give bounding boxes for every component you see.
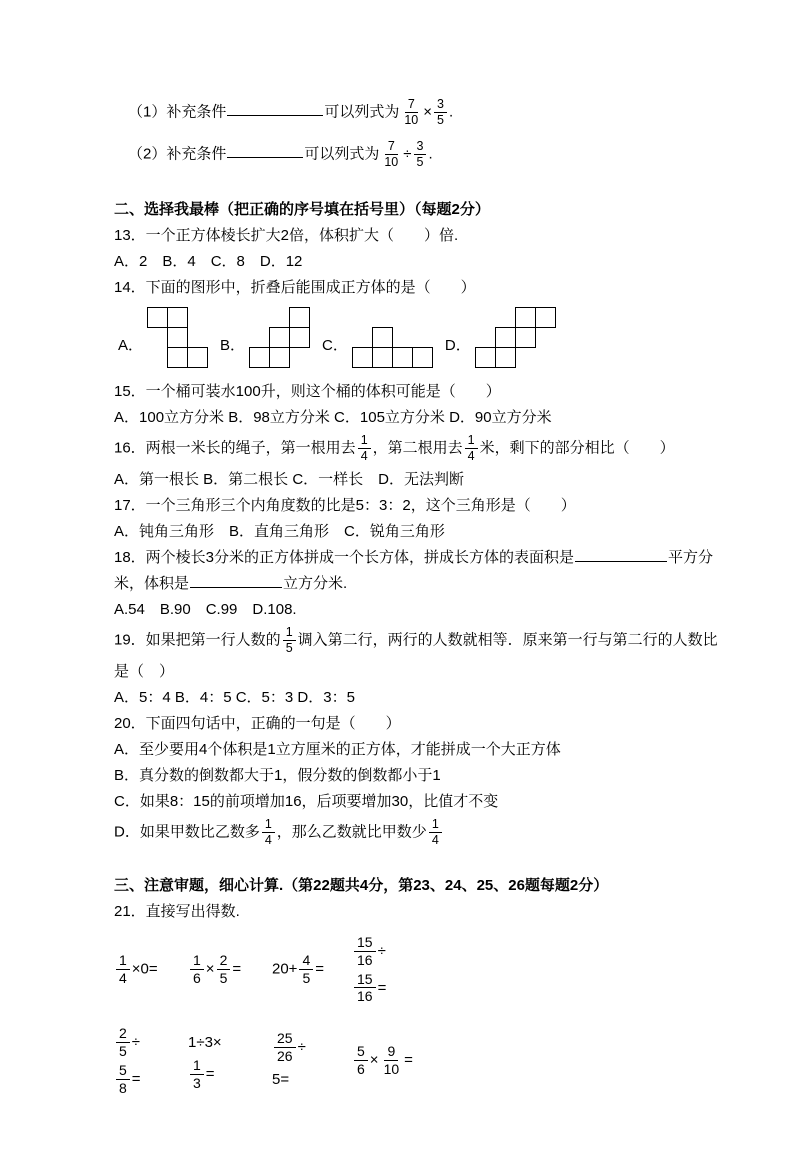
text-line — [114, 224, 743, 247]
text-run: 可以列式为 — [324, 103, 400, 121]
text-run: C．如果8：15的前项增加16，后项要增加30，比值才不变 — [114, 793, 499, 810]
text-run: = — [205, 1065, 215, 1083]
fraction-numerator: 4 — [299, 952, 313, 970]
net-cell — [269, 347, 290, 368]
fraction-numerator: 1 — [190, 952, 204, 970]
calc-expression — [352, 1042, 413, 1079]
text-run: ×0= — [131, 960, 158, 978]
fraction-denominator: 4 — [431, 833, 439, 847]
fraction-numerator: 1 — [465, 433, 478, 449]
calc-expression — [114, 1024, 176, 1097]
text-run: （1）补充条件 — [128, 103, 227, 121]
text-run: 17．一个三角形三个内角度数的比是5：3：2，这个三角形是（ ） — [114, 497, 576, 514]
fraction-numerator: 15 — [354, 934, 376, 952]
calc-line — [352, 970, 386, 1007]
fraction-numerator: 2 — [116, 1025, 130, 1043]
text-run: ÷ — [377, 942, 386, 960]
fraction — [116, 952, 130, 987]
text-run: A．至少要用4个体积是1立方厘米的正方体，才能拼成一个大正方体 — [114, 741, 561, 758]
text-line — [114, 380, 743, 403]
fraction-numerator: 5 — [116, 1062, 130, 1080]
net-cell — [289, 327, 310, 348]
text-run: . — [448, 103, 454, 121]
fraction — [465, 433, 478, 464]
fraction-denominator: 10 — [384, 155, 399, 169]
text-run: = — [404, 1051, 413, 1069]
cube-net-diagram — [249, 307, 310, 368]
fraction-numerator: 15 — [354, 971, 376, 989]
fraction-denominator: 4 — [360, 449, 368, 463]
text-line — [114, 738, 743, 761]
fraction — [262, 817, 275, 848]
text-run: 18．两个棱长3分米的正方体拼成一个长方体，拼成长方体的表面积是 — [114, 549, 575, 566]
text-line — [114, 764, 743, 787]
text-line — [114, 686, 743, 709]
net-cell — [187, 347, 208, 368]
cube-net-diagram — [475, 307, 556, 368]
text-run: ÷ — [297, 1038, 306, 1056]
net-cell — [535, 307, 556, 328]
calc-line — [188, 1056, 260, 1093]
fraction-numerator: 7 — [405, 97, 418, 113]
fraction-denominator: 4 — [264, 833, 272, 847]
net-cell — [392, 347, 413, 368]
calc-line — [352, 933, 386, 970]
fraction — [354, 1043, 368, 1078]
net-cell — [289, 307, 310, 328]
net-option-label: B． — [220, 337, 246, 354]
calc-line — [188, 951, 260, 988]
fraction-numerator: 1 — [262, 817, 275, 833]
text-run: 19．如果把第一行人数的 — [114, 631, 281, 649]
calc-line — [272, 1066, 340, 1093]
text-line — [114, 494, 743, 517]
calc-expression — [188, 951, 260, 988]
text-run: 米，体积是 — [114, 575, 190, 592]
calc-line — [114, 1061, 176, 1098]
fraction-denominator: 4 — [119, 970, 127, 987]
text-run: A．100立方分米 B．98立方分米 C．105立方分米 D．90立方分米 — [114, 409, 552, 426]
text-run: 立方分米. — [283, 575, 348, 592]
text-line — [114, 572, 743, 595]
text-run: （2）补充条件 — [128, 145, 227, 163]
fraction-denominator: 10 — [383, 1061, 400, 1078]
net-cell — [412, 347, 433, 368]
text-run: ÷ — [131, 1033, 141, 1051]
fraction-denominator: 5 — [437, 113, 444, 127]
text-line — [114, 900, 743, 923]
fraction-numerator: 1 — [429, 817, 442, 833]
fraction-denominator: 5 — [302, 970, 311, 987]
text-run: × — [205, 960, 215, 978]
blank-underline — [190, 572, 282, 588]
fraction-denominator: 3 — [193, 1074, 201, 1091]
text-line — [114, 250, 743, 273]
text-line — [114, 660, 743, 683]
text-run: 二、选择我最棒（把正确的序号填在括号里）（每题2分） — [114, 201, 490, 218]
fraction — [354, 934, 376, 969]
text-line — [114, 432, 743, 465]
text-line — [114, 790, 743, 813]
fraction — [381, 1043, 403, 1078]
text-line — [114, 598, 743, 621]
text-run: × — [423, 103, 433, 121]
fraction — [283, 625, 296, 656]
fraction — [116, 1062, 130, 1097]
spacer — [114, 174, 743, 198]
net-cell — [475, 347, 496, 368]
text-run: 5= — [272, 1070, 290, 1088]
calc-line — [352, 1042, 413, 1079]
fraction-denominator: 5 — [416, 155, 424, 169]
spacer — [114, 852, 743, 874]
calc-expression — [272, 951, 340, 988]
fraction — [190, 1057, 204, 1092]
text-line — [128, 96, 743, 129]
fraction-numerator: 1 — [190, 1057, 204, 1075]
text-line — [114, 276, 743, 299]
fraction-denominator: 16 — [357, 988, 373, 1005]
fraction-numerator: 3 — [434, 97, 447, 113]
fraction — [274, 1030, 296, 1065]
section-heading — [114, 198, 743, 221]
text-run: ，第二根用去 — [372, 439, 463, 457]
calc-line — [114, 951, 176, 988]
fraction-numerator: 1 — [283, 625, 296, 641]
net-option-label: C． — [322, 337, 348, 354]
calc-line — [188, 1029, 260, 1056]
net-cell — [495, 327, 516, 348]
fraction-numerator: 9 — [384, 1043, 398, 1061]
blank-underline — [227, 100, 323, 116]
fraction — [358, 433, 371, 464]
text-line — [114, 468, 743, 491]
text-run: B．真分数的倒数都大于1，假分数的倒数都小于1 — [114, 767, 441, 784]
fraction-denominator: 10 — [404, 113, 419, 127]
text-run: D．如果甲数比乙数多 — [114, 823, 260, 841]
net-cell — [249, 347, 270, 368]
text-run: = — [232, 960, 242, 978]
fraction-numerator: 5 — [354, 1043, 368, 1061]
text-run: 14．下面的图形中，折叠后能围成正方体的是（ ） — [114, 279, 476, 296]
net-cell — [167, 327, 188, 348]
text-run: 21．直接写出得数. — [114, 903, 240, 920]
text-run: ÷ — [403, 145, 412, 163]
text-run: . — [428, 145, 433, 163]
text-run: = — [377, 978, 387, 996]
net-cell — [515, 327, 536, 348]
text-run: A．5：4 B．4：5 C．5：3 D．3：5 — [114, 689, 355, 706]
fraction-numerator: 7 — [385, 139, 398, 155]
fraction — [434, 97, 447, 128]
calc-expression — [352, 933, 386, 1006]
text-run: 调入第二行，两行的人数就相等．原来第一行与第二行的人数比 — [297, 631, 718, 649]
fraction-numerator: 1 — [358, 433, 371, 449]
fraction-numerator: 1 — [116, 952, 130, 970]
fraction-denominator: 5 — [285, 641, 293, 655]
fraction-denominator: 5 — [219, 970, 228, 987]
text-run: 米，剩下的部分相比（ ） — [479, 439, 675, 457]
fraction — [299, 952, 313, 987]
fraction-denominator: 8 — [119, 1079, 127, 1096]
fraction-denominator: 6 — [357, 1061, 365, 1078]
text-run: 可以列式为 — [304, 145, 380, 163]
fraction — [217, 952, 231, 987]
text-line — [114, 624, 743, 657]
text-line — [128, 138, 743, 171]
calc-line — [272, 951, 340, 988]
calc-expression — [114, 951, 176, 988]
text-run: 20．下面四句话中，正确的一句是（ ） — [114, 715, 401, 732]
cube-net-diagram — [147, 307, 208, 368]
calc-expression — [188, 1029, 260, 1093]
text-line — [114, 712, 743, 735]
fraction — [429, 817, 442, 848]
blank-underline — [227, 142, 303, 158]
net-cell — [352, 347, 373, 368]
cube-net-diagram — [352, 327, 433, 368]
text-run: ，那么乙数就比甲数少 — [276, 823, 427, 841]
text-line — [114, 546, 743, 569]
fraction-denominator: 5 — [119, 1042, 127, 1059]
text-run: 三、注意审题，细心计算.（第22题共4分，第23、24、25、26题每题2分） — [114, 877, 609, 894]
text-run: 平方分 — [668, 549, 714, 566]
fraction — [414, 139, 427, 170]
text-run: 13．一个正方体棱长扩大2倍，体积扩大（ ）倍. — [114, 227, 459, 244]
fraction — [381, 139, 401, 170]
fraction-denominator: 6 — [193, 970, 201, 987]
net-cell — [147, 307, 168, 328]
text-run: = — [315, 960, 325, 978]
net-cell — [269, 327, 290, 348]
fraction — [116, 1025, 130, 1060]
net-cell — [495, 347, 516, 368]
text-run: 20+ — [272, 960, 298, 978]
fraction-numerator: 2 — [217, 952, 231, 970]
calc-line — [114, 1024, 176, 1061]
text-run: = — [131, 1070, 141, 1088]
net-cell — [372, 347, 393, 368]
net-cell — [515, 307, 536, 328]
text-run: A．钝角三角形 B．直角三角形 C．锐角三角形 — [114, 523, 445, 540]
text-line — [114, 406, 743, 429]
fraction-denominator: 16 — [357, 951, 373, 968]
text-run: A．2 B．4 C．8 D．12 — [114, 253, 303, 270]
net-option-label: D． — [444, 337, 471, 354]
text-run: × — [369, 1051, 379, 1069]
fraction — [354, 971, 376, 1006]
cube-net-options — [116, 307, 743, 368]
fraction-numerator: 25 — [274, 1030, 296, 1048]
blank-underline — [575, 546, 667, 562]
text-line — [114, 520, 743, 543]
net-option-label: A． — [118, 337, 144, 354]
text-run: 15．一个桶可装水100升，则这个桶的体积可能是（ ） — [114, 383, 501, 400]
fraction-denominator: 4 — [467, 449, 475, 463]
section-heading — [114, 874, 743, 897]
calc-expression — [272, 1029, 340, 1093]
fraction — [401, 97, 421, 128]
net-cell — [372, 327, 393, 348]
text-line — [114, 816, 743, 849]
net-cell — [167, 307, 188, 328]
text-run: 1÷3× — [188, 1033, 222, 1051]
fraction — [190, 952, 204, 987]
text-run: A.54 B.90 C.99 D.108. — [114, 601, 297, 618]
fraction-numerator: 3 — [414, 139, 427, 155]
net-cell — [167, 347, 188, 368]
calc-row — [114, 1024, 743, 1097]
text-run: 是（ ） — [114, 663, 175, 680]
calc-line — [272, 1029, 340, 1066]
text-run: 16．两根一米长的绳子，第一根用去 — [114, 439, 356, 457]
text-run: A．第一根长 B．第二根长 C．一样长 D．无法判断 — [114, 471, 465, 488]
fraction-denominator: 26 — [277, 1047, 293, 1064]
calc-row — [114, 933, 743, 1006]
